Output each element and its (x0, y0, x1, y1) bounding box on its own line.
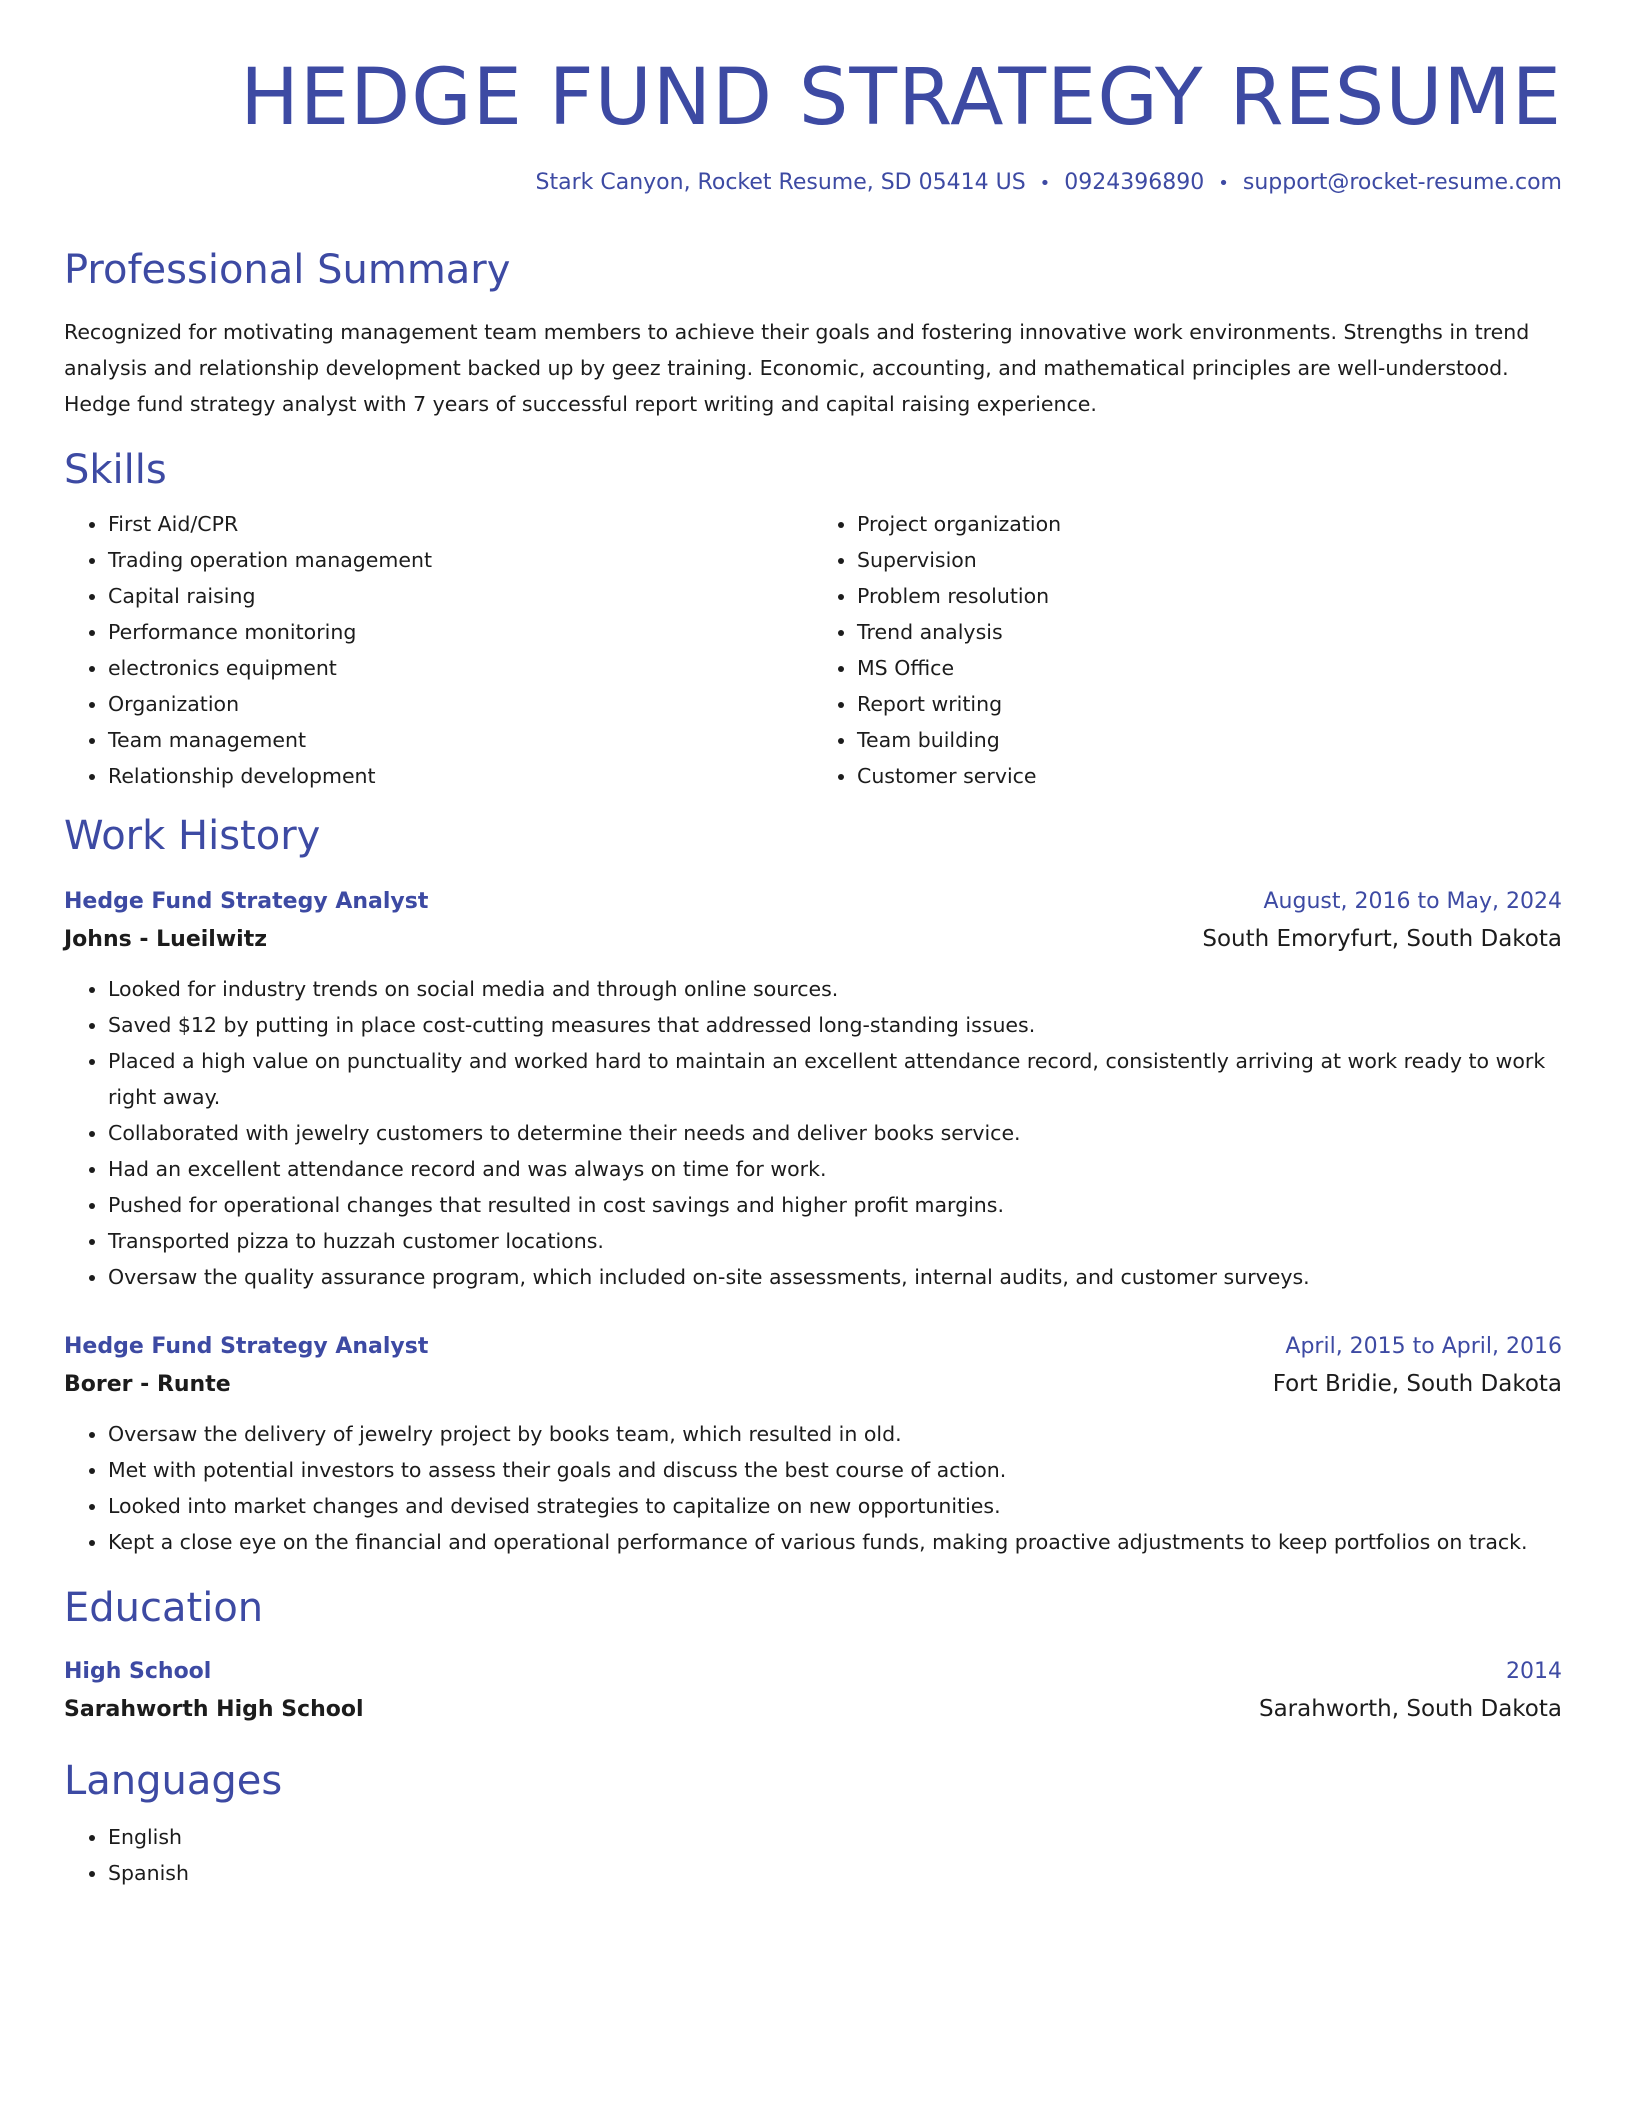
skill-item: • Report writing (857, 686, 1562, 722)
skill-item: • electronics equipment (108, 650, 813, 686)
skills-list-right (813, 506, 1562, 794)
job-dates: April, 2015 to April, 2016 (1285, 1333, 1562, 1359)
languages-heading: Languages (64, 1757, 283, 1804)
contact-separator: • (1218, 172, 1229, 194)
contact-email[interactable]: support@rocket-resume.com (1242, 169, 1562, 195)
language-item: • Spanish (108, 1855, 1562, 1891)
contact-separator: • (1039, 172, 1051, 194)
job-bullet: • Kept a close eye on the financial and operational performance of various funds, making proactive adjustments to keep portfolios on track. (108, 1524, 1562, 1560)
job-location: South Emoryfurt, South Dakota (1202, 925, 1562, 952)
skill-item: • Capital raising (108, 578, 813, 614)
skill-item: • MS Office (857, 650, 1562, 686)
job-location: Fort Bridie, South Dakota (1272, 1370, 1562, 1397)
skill-item: • Organization (108, 686, 813, 722)
job-entry (64, 884, 1562, 1295)
skill-item: • Performance monitoring (108, 614, 813, 650)
job-bullet: • Met with potential investors to assess their goals and discuss the best course of action. (108, 1452, 1562, 1488)
job-bullet: • Saved $12 by putting in place cost-cutting measures that addressed long-standing issues. (108, 1007, 1562, 1043)
skill-item: • Customer service (857, 758, 1562, 794)
summary-heading: Professional Summary (64, 246, 511, 293)
education-entry (64, 1654, 1562, 1729)
contact-address: Stark Canyon, Rocket Resume, SD 05414 US (535, 169, 1026, 195)
resume-page (64, 0, 1562, 1891)
job-bullet: • Oversaw the quality assurance program, which included on-site assessments, internal audits, and customer surveys. (108, 1259, 1562, 1295)
resume-name: HEDGE FUND STRATEGY RESUME (240, 53, 1562, 143)
education-heading: Education (64, 1584, 264, 1631)
skills-heading: Skills (64, 446, 167, 493)
job-company: Johns - Lueilwitz (64, 926, 268, 952)
job-bullet: • Transported pizza to huzzah customer locations. (108, 1223, 1562, 1259)
skill-item: • Supervision (857, 542, 1562, 578)
language-item: • English (108, 1819, 1562, 1855)
job-bullet: • Looked into market changes and devised strategies to capitalize on new opportunities. (108, 1488, 1562, 1524)
skill-item: • Trading operation management (108, 542, 813, 578)
work-history-heading: Work History (64, 812, 321, 859)
job-entry (64, 1329, 1562, 1560)
job-company: Borer - Runte (64, 1371, 231, 1397)
skill-item: • Problem resolution (857, 578, 1562, 614)
job-bullet: • Oversaw the delivery of jewelry project by books team, which resulted in old. (108, 1416, 1562, 1452)
job-title: Hedge Fund Strategy Analyst (64, 1333, 429, 1359)
skills-list-left (64, 506, 813, 794)
languages-list (64, 1819, 1562, 1891)
contact-phone: 0924396890 (1064, 169, 1205, 195)
skills-columns (64, 506, 1562, 794)
job-bullets (64, 971, 1562, 1295)
skill-item: • Trend analysis (857, 614, 1562, 650)
job-bullet: • Pushed for operational changes that resulted in cost savings and higher profit margins. (108, 1187, 1562, 1223)
skill-item: • Project organization (857, 506, 1562, 542)
education-degree: High School (64, 1658, 212, 1684)
skill-item: • Team building (857, 722, 1562, 758)
summary-text: Recognized for motivating management team members to achieve their goals and fostering innovative work environments. Strengths in trend analysis and relationship development backed up by geez training. Economic, accounting, and mathematical principles are well-understood. Hedge fund strategy analyst with 7 years of successful report writing and capital raising experience. (64, 319, 1530, 416)
education-year: 2014 (1506, 1658, 1562, 1684)
education-school: Sarahworth High School (64, 1696, 364, 1722)
job-bullet: • Placed a high value on punctuality and worked hard to maintain an excellent attendance record, consistently arriving at work ready to work right away. (108, 1043, 1562, 1115)
contact-line (64, 170, 1562, 196)
education-location: Sarahworth, South Dakota (1258, 1695, 1562, 1722)
job-bullets (64, 1416, 1562, 1560)
job-title: Hedge Fund Strategy Analyst (64, 888, 429, 914)
job-bullet: • Had an excellent attendance record and was always on time for work. (108, 1151, 1562, 1187)
skill-item: • Relationship development (108, 758, 813, 794)
job-bullet: • Collaborated with jewelry customers to determine their needs and deliver books service. (108, 1115, 1562, 1151)
job-bullet: • Looked for industry trends on social media and through online sources. (108, 971, 1562, 1007)
skill-item: • Team management (108, 722, 813, 758)
job-dates: August, 2016 to May, 2024 (1263, 888, 1562, 914)
skill-item: • First Aid/CPR (108, 506, 813, 542)
